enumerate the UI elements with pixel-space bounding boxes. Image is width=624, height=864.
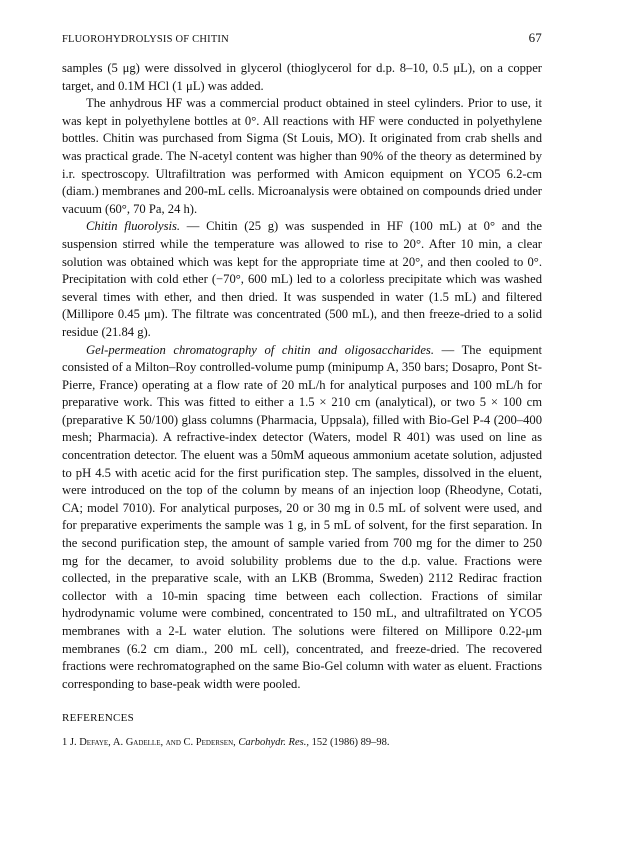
paragraph-gel-permeation <box>62 342 542 694</box>
page-number: 67 <box>528 30 542 45</box>
reference-item <box>62 736 542 750</box>
references-heading: REFERENCES <box>62 712 135 725</box>
paragraph-chitin-fluorolysis <box>62 218 542 341</box>
paragraph-chitin-fluorolysis-text: — Chitin (25 g) was suspended in HF (100 mL) at 0° and the suspension stirred while the temperature was allowed to rise to 20°. After 10 min, a clear solution was obtained which was kept for the appropriate time at 20°, and then cooled to 0°. Precipitation with cold ether (−70°, 600 mL) led to a colorless precipitate which was washed several times with ether, and then dried. It was suspended in water (1.5 mL) and filtered (Millipore 0.45 μm). The filtrate was concentrated (500 mL), and then freeze-dried to a solid residue (21.84 g). <box>62 219 542 339</box>
reference-authors: J. Defaye, A. Gadelle, and C. Pedersen, <box>69 737 236 749</box>
running-header <box>62 30 542 46</box>
running-title: FLUOROHYDROLYSIS OF CHITIN <box>62 34 229 45</box>
paragraph-materials: The anhydrous HF was a commercial product obtained in steel cylinders. Prior to use, it was kept in polyethylene bottles at 0°. All reactions with HF were conducted in polyethylene bottles. Chitin was purchased from Sigma (St Louis, MO). It originated from crab shells and was practical grade. The N-acetyl content was higher than 90% of the theory as determined by i.r. spectroscopy. Ultrafiltration was performed with Amicon equipment on YCO5 6.2-cm (diam.) membranes and 200-mL cells. Microanalysis were obtained on compounds dried under vacuum (60°, 70 Pa, 24 h). <box>62 96 542 216</box>
reference-number: 1 <box>62 737 68 749</box>
reference-journal: Carbohydr. Res., <box>238 737 309 749</box>
paragraph-sample-prep: samples (5 μg) were dissolved in glycerol (thioglycerol for d.p. 8–10, 0.5 μL), on a copper target, and 0.1M HCl (1 μL) was added. <box>62 61 542 93</box>
paragraph-gel-permeation-text: — The equipment consisted of a Milton–Roy controlled-volume pump (minipump A, 350 bars; Dosapro, Pont St-Pierre, France) operating at a flow rate of 20 mL/h for analytical purposes and 100 mL/h for preparative work. This was fitted to either a 1.5 × 210 cm (analytical), or two 5 × 100 cm (preparative K 50/100) glass columns (Pharmacia, Uppsala), filled with Bio-Gel P-4 (200–400 mesh; Pharmacia). A refractive-index detector (Waters, model R 401) was used on line as concentration detector. The eluent was a 50mM aqueous ammonium acetate solution, adjusted to pH 4.5 with acetic acid for the first purification step. The samples, dissolved in the eluent, were introduced on the top of the column by means of an injection loop (Rheodyne, Cotati, CA; model 7010). For analytical purposes, 20 or 30 mg in 0.5 mL of solvent were used, and for preparative experiments the sample was 1 g, in 5 mL of solvent, for the first separation. In the second purification step, the amount of sample varied from 700 mg for the dimer to 250 mg for the decamer, to avoid solubility problems due to the d.p. value. Fractions were collected, in the preparative scale, with an LKB (Bromma, Sweden) 2112 Redirac fraction collector with a 10-min spacing time between each collection. Fractions of similar hydrodynamic volume were combined, concentrated to 150 mL, and ultrafiltrated on YCO5 membranes with a 2-L water elution. The solutions were filtered on Millipore 0.22-μm membranes (6.2 cm diam., 200 mL cell), concentrated, and freeze-dried. The recovered fractions were rechromatographed on the same Bio-Gel column with water as eluent. Fractions corresponding to base-peak width were pooled. <box>62 342 542 691</box>
section-heading-gel-permeation: Gel-permeation chromatography of chitin and oligosaccharides. <box>86 342 434 357</box>
reference-details: 152 (1986) 89–98. <box>311 737 390 749</box>
page <box>62 30 542 750</box>
section-heading-chitin-fluorolysis: Chitin fluorolysis. <box>86 219 181 234</box>
